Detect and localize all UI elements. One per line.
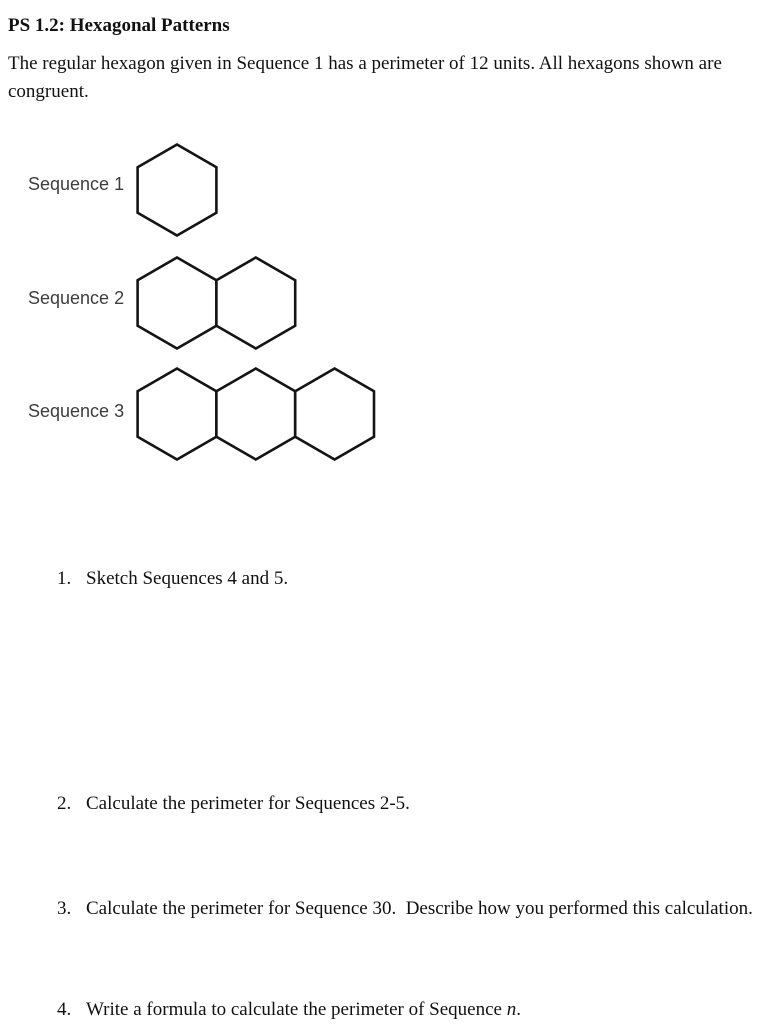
hexagon-shape bbox=[138, 369, 217, 460]
question-1 bbox=[38, 540, 288, 618]
hexagon-shape bbox=[138, 145, 217, 236]
question-2 bbox=[38, 765, 410, 843]
question-1-number: 1. bbox=[57, 568, 72, 589]
hexagon-shape bbox=[295, 369, 374, 460]
question-4-suffix: . bbox=[516, 999, 521, 1020]
hexagon-shape bbox=[138, 258, 217, 349]
question-2-text: Calculate the perimeter for Sequences 2-5. bbox=[86, 793, 410, 814]
question-4-number: 4. bbox=[57, 999, 72, 1020]
question-3-number: 3. bbox=[57, 898, 72, 919]
sequence-1-label: Sequence 1 bbox=[28, 174, 125, 194]
intro-line-2: congruent. bbox=[8, 81, 89, 102]
sequence-1-hexagon-figure bbox=[133, 142, 423, 238]
hexagon-shape bbox=[216, 258, 295, 349]
page-title: PS 1.2: Hexagonal Patterns bbox=[8, 15, 230, 36]
question-3-text: Calculate the perimeter for Sequence 30. Describe how you performed this calculation. bbox=[86, 898, 753, 919]
sequence-3-label: Sequence 3 bbox=[28, 401, 125, 421]
question-4-text: Write a formula to calculate the perimeter of Sequence bbox=[86, 999, 507, 1020]
question-4 bbox=[38, 971, 521, 1024]
question-3 bbox=[38, 870, 753, 948]
hexagon-shape bbox=[216, 369, 295, 460]
sequence-3-hexagon-figure bbox=[133, 366, 423, 462]
question-2-number: 2. bbox=[57, 793, 72, 814]
sequence-2-label: Sequence 2 bbox=[28, 288, 125, 308]
intro-line-1: The regular hexagon given in Sequence 1 has a perimeter of 12 units. All hexagons shown are bbox=[8, 53, 722, 74]
sequence-2-hexagon-figure bbox=[133, 255, 423, 351]
question-1-text: Sketch Sequences 4 and 5. bbox=[86, 568, 289, 589]
intro-paragraph bbox=[8, 50, 722, 106]
question-4-variable: n bbox=[506, 999, 517, 1020]
